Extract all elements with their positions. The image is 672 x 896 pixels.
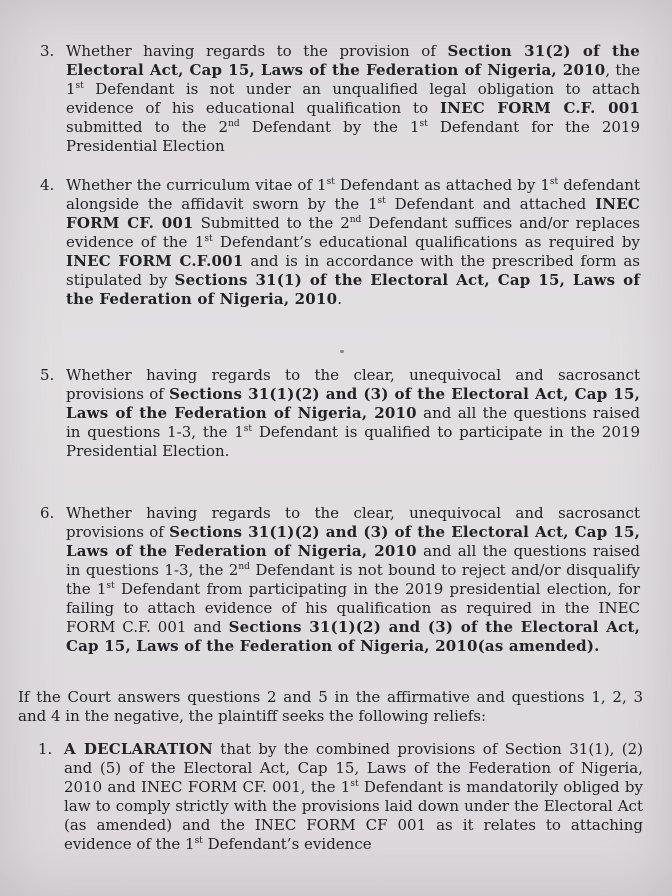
text: submitted to the 2: [66, 118, 229, 136]
question-number: 6.: [40, 504, 55, 522]
text: Defendant from participating in the 2019 presidential election, for failing to attach evidence of his qualification as required in the INEC FORM C.F. 001 and: [66, 580, 640, 636]
text: Defendant suffices and/or replaces evidence of the 1: [66, 214, 640, 251]
text: Defendant for the 2019 Presidential Election: [66, 118, 640, 155]
ordinal-suffix: st: [326, 177, 335, 187]
ordinal-suffix: nd: [228, 119, 240, 129]
text: that by the combined provisions of Section 31(1), (2) and (5) of the Electoral Act, Cap 15, Laws of the Federation of Nigeria, 2010 and INEC FORM CF. 001, the 1: [64, 740, 643, 796]
text: Defendant is qualified to participate in the 2019 Presidential Election.: [66, 423, 640, 460]
bold-citation: Sections 31(1)(2) and (3) of the Electoral Act, Cap 15, Laws of the Federation of Nigeria, 2010(as amended).: [66, 618, 640, 655]
ordinal-suffix: st: [419, 119, 428, 129]
reliefs-intro: If the Court answers questions 2 and 5 in the affirmative and questions 1, 2, 3 and 4 in the negative, the plaintiff seeks the following reliefs:: [18, 688, 643, 725]
ordinal-suffix: st: [350, 779, 359, 789]
ordinal-suffix: st: [549, 177, 559, 187]
ordinal-suffix: st: [75, 81, 84, 91]
bold-citation: Sections 31(1)(2) and (3) of the Electoral Act, Cap 15, Laws of the Federation of Nigeria, 2010: [66, 385, 640, 422]
ordinal-suffix: st: [194, 836, 203, 846]
text: and is in accordance with the prescribed form as stipulated by: [66, 252, 640, 289]
question-3: [40, 42, 640, 156]
text: and all the questions raised in questions 1-3, the 1: [66, 404, 640, 441]
relief-number: 1.: [38, 740, 53, 758]
text: Whether the curriculum vitae of 1: [66, 176, 327, 194]
bold-citation: INEC FORM C.F.001: [66, 252, 244, 270]
text: Defendant is not under an unqualified legal obligation to attach evidence of his educational qualification to: [66, 80, 640, 117]
text: Defendant as attached by 1: [334, 176, 550, 194]
text: defendant alongside the affidavit sworn by the 1: [66, 176, 640, 213]
text: Defendant and attached: [385, 195, 596, 213]
text: Defendant by the 1: [239, 118, 420, 136]
text: Defendant’s educational qualifications as required by: [212, 233, 640, 251]
bold-citation: Section 31(2) of the Electoral Act, Cap 15, Laws of the Federation of Nigeria, 2010: [66, 42, 640, 79]
question-5: [40, 366, 640, 461]
ordinal-suffix: st: [106, 581, 115, 591]
question-number: 3.: [40, 42, 55, 60]
question-number: 4.: [40, 176, 55, 194]
text: Whether having regards to the clear, unequivocal and sacrosanct provisions of: [66, 366, 640, 403]
text: , the 1: [66, 61, 640, 98]
bold-citation: Sections 31(1)(2) and (3) of the Electoral Act, Cap 15, Laws of the Federation of Nigeria, 2010: [66, 523, 640, 560]
ordinal-suffix: st: [377, 196, 386, 206]
text: .: [337, 290, 343, 308]
text: Whether having regards to the clear, unequivocal and sacrosanct provisions of: [66, 504, 640, 541]
speck-mark: [340, 350, 344, 353]
text: Defendant is mandatorily obliged by law to comply strictly with the provisions laid down under the Electoral Act (as amended) and the INEC FORM CF 001 as it relates to attaching evidence of the 1: [64, 778, 643, 853]
question-6: [40, 504, 640, 656]
bold-citation: Sections 31(1) of the Electoral Act, Cap 15, Laws of the Federation of Nigeria, 2010: [66, 271, 640, 308]
text: Whether having regards to the provision of: [66, 42, 448, 60]
question-number: 5.: [40, 366, 55, 384]
ordinal-suffix: nd: [349, 215, 362, 225]
text: and all the questions raised in questions 1-3, the 2: [66, 542, 640, 579]
bold-citation: INEC FORM CF. 001: [66, 195, 640, 232]
ordinal-suffix: nd: [238, 562, 250, 572]
question-4: [40, 176, 640, 309]
text: Defendant’s evidence: [202, 835, 372, 853]
bold-heading: A DECLARATION: [64, 740, 213, 758]
ordinal-suffix: st: [243, 424, 253, 434]
ordinal-suffix: st: [204, 234, 213, 244]
bold-citation: INEC FORM C.F. 001: [439, 99, 640, 117]
text: Submitted to the 2: [193, 214, 350, 232]
relief-1: [38, 740, 643, 854]
text: Defendant is not bound to reject and/or disqualify the 1: [66, 561, 640, 598]
